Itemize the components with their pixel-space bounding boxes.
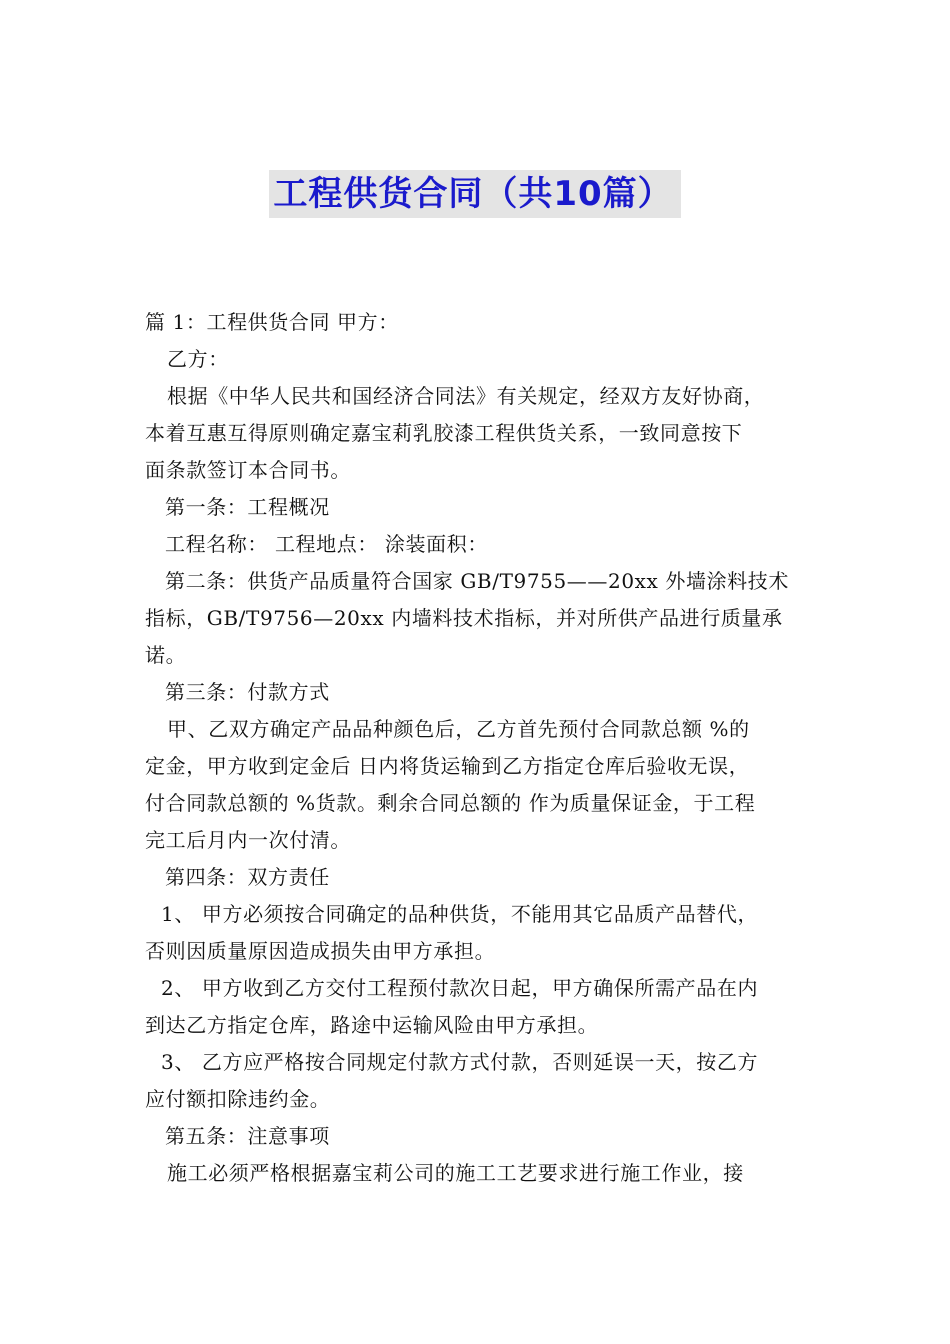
list-item: 3、 乙方应严格按合同规定付款方式付款，否则延误一天，按乙方 [161,1050,759,1074]
paragraph-line: 本着互惠互得原则确定嘉宝莉乳胶漆工程供货关系，一致同意按下 [145,421,743,445]
paragraph-line: 工程名称： 工程地点： 涂装面积： [165,532,488,556]
paragraph-line: 到达乙方指定仓库，路途中运输风险由甲方承担。 [145,1013,599,1037]
document-title: 工程供货合同（共10篇） [269,170,680,218]
paragraph-line: 乙方： [167,347,229,371]
paragraph-line: 诺。 [145,643,187,667]
title-container [0,170,950,218]
section-heading: 第二条：供货产品质量符合国家 GB/T9755——20xx 外墙涂料技术 [165,569,789,593]
list-item: 2、 甲方收到乙方交付工程预付款次日起，甲方确保所需产品在内 [161,976,759,1000]
paragraph-line: 否则因质量原因造成损失由甲方承担。 [145,939,496,963]
paragraph-line: 篇 1：工程供货合同 甲方： [145,310,399,334]
section-heading: 第五条：注意事项 [165,1124,330,1148]
paragraph-line: 甲、乙双方确定产品品种颜色后，乙方首先预付合同款总额 %的 [167,717,750,741]
section-heading: 第三条：付款方式 [165,680,330,704]
paragraph-line: 定金，甲方收到定金后 日内将货运输到乙方指定仓库后验收无误， [145,754,750,778]
list-item: 1、 甲方必须按合同确定的品种供货，不能用其它品质产品替代， [161,902,759,926]
section-heading: 第四条：双方责任 [165,865,330,889]
paragraph-line: 付合同款总额的 %货款。剩余合同总额的 作为质量保证金，于工程 [145,791,756,815]
paragraph-line: 完工后月内一次付清。 [145,828,351,852]
paragraph-line: 面条款签订本合同书。 [145,458,351,482]
section-heading: 第一条：工程概况 [165,495,330,519]
paragraph-line: 根据《中华人民共和国经济合同法》有关规定，经双方友好协商， [167,384,765,408]
paragraph-line: 应付额扣除违约金。 [145,1087,331,1111]
contract-body [145,304,815,1192]
paragraph-line: 施工必须严格根据嘉宝莉公司的施工工艺要求进行施工作业，接 [167,1161,744,1185]
paragraph-line: 指标，GB/T9756—20xx 内墙料技术指标，并对所供产品进行质量承 [145,606,783,630]
